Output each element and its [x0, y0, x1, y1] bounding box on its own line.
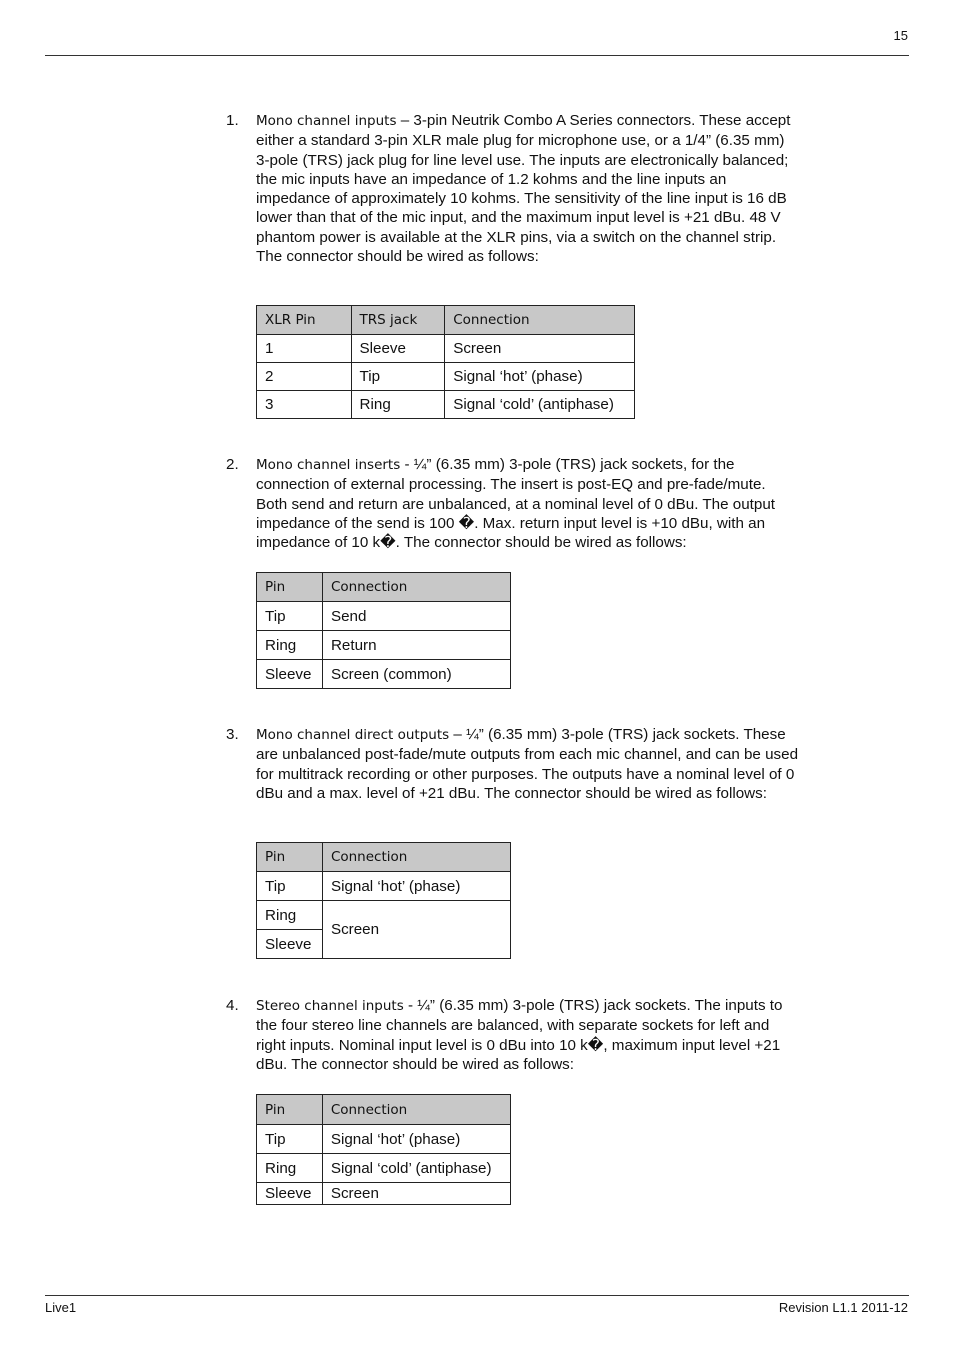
- table-cell: Screen: [445, 335, 635, 363]
- table-cell: Signal ‘hot’ (phase): [445, 363, 635, 391]
- table-cell: Ring: [351, 391, 445, 419]
- table-header-cell: Connection: [322, 573, 510, 602]
- table-cell: 3: [257, 391, 352, 419]
- section-lead: Mono channel inserts: [256, 457, 401, 473]
- table-header-row: [257, 1095, 511, 1125]
- table-row: [257, 660, 511, 689]
- table-cell: Sleeve: [257, 660, 323, 689]
- table-header-cell: Connection: [322, 1095, 510, 1125]
- section-number: 1.: [226, 112, 239, 129]
- table-cell: Screen (common): [322, 660, 510, 689]
- section-text: – 3-pin Neutrik Combo A Series connectors. These accept either a standard 3-pin XLR male plug for microphone use, or a 1/4” (6.35 mm) 3-pole (TRS) jack plug for line level use. The inputs are electronically balanced; the mic inputs have an impedance of 1.2 kohms and the line inputs an impedance of approximately 10 kohms. The sensitivity of the line input is 16 dB lower than that of the mic input, and the maximum input level is +21 dBu. 48 V phantom power is available at the XLR pins, via a switch on the channel strip. The connector should be wired as follows:: [256, 112, 791, 266]
- table-cell: 1: [257, 335, 352, 363]
- table-cell: Tip: [257, 602, 323, 631]
- table-cell: Ring: [257, 1154, 323, 1183]
- table-row: [257, 1154, 511, 1183]
- section-lead: Mono channel direct outputs: [256, 727, 450, 743]
- table-cell: Ring: [257, 901, 323, 930]
- table-header-cell: Pin: [257, 573, 323, 602]
- table-row: [257, 391, 635, 419]
- xlr-trs-wiring-table: [256, 305, 635, 419]
- stereo-input-wiring-table: [256, 1094, 511, 1205]
- table-cell: 2: [257, 363, 352, 391]
- section-paragraph: [256, 111, 801, 266]
- table-header-cell: XLR Pin: [257, 306, 352, 335]
- table-cell: Return: [322, 631, 510, 660]
- table-row: [257, 631, 511, 660]
- table-row: [257, 901, 511, 930]
- table-header-row: [257, 573, 511, 602]
- table-header-row: [257, 843, 511, 872]
- section-paragraph: [256, 725, 801, 803]
- table-row: [257, 335, 635, 363]
- section-stereo-channel-inputs: [226, 996, 801, 1074]
- table-cell: Tip: [257, 872, 323, 901]
- table-header-cell: Pin: [257, 1095, 323, 1125]
- section-lead: Stereo channel inputs: [256, 998, 404, 1014]
- section-mono-channel-direct-outputs: [226, 725, 801, 803]
- table-header-row: [257, 306, 635, 335]
- table-cell: Signal ‘cold’ (antiphase): [322, 1154, 510, 1183]
- table-cell: Tip: [351, 363, 445, 391]
- table-cell: Screen: [322, 1183, 510, 1205]
- table-cell: Send: [322, 602, 510, 631]
- table-cell: Signal ‘hot’ (phase): [322, 1125, 510, 1154]
- section-mono-channel-inputs: [226, 111, 801, 266]
- table-cell: Ring: [257, 631, 323, 660]
- footer-revision: Revision L1.1 2011-12: [778, 1300, 908, 1315]
- table-header-cell: Connection: [445, 306, 635, 335]
- footer-rule: [45, 1295, 909, 1296]
- section-mono-channel-inserts: [226, 455, 801, 552]
- table-cell: Sleeve: [257, 1183, 323, 1205]
- page-number: 15: [893, 28, 908, 43]
- section-text: - ¼” (6.35 mm) 3-pole (TRS) jack sockets. The inputs to the four stereo line channels are balanced, with separate sockets for left and right inputs. Nominal input level is 0 dBu into 10 k�, maximum input level +21 dBu. The connector should be wired as follows:: [256, 997, 783, 1073]
- table-row: [257, 363, 635, 391]
- table-row: [257, 1183, 511, 1205]
- direct-output-wiring-table: [256, 842, 511, 959]
- table-row: [257, 1125, 511, 1154]
- table-header-cell: TRS jack: [351, 306, 445, 335]
- footer-product-name: Live1: [45, 1300, 77, 1315]
- section-paragraph: [256, 996, 801, 1074]
- section-number: 4.: [226, 997, 239, 1014]
- section-text: – ¼” (6.35 mm) 3-pole (TRS) jack sockets. These are unbalanced post-fade/mute outputs from each mic channel, and can be used for multitrack recording or other purposes. The outputs have a nominal level of 0 dBu and a max. level of +21 dBu. The connector should be wired as follows:: [256, 726, 799, 802]
- table-row: [257, 872, 511, 901]
- table-cell: Signal ‘cold’ (antiphase): [445, 391, 635, 419]
- table-cell: Sleeve: [351, 335, 445, 363]
- table-cell: Sleeve: [257, 930, 323, 959]
- header-rule: [45, 55, 909, 56]
- section-lead: Mono channel inputs: [256, 113, 397, 129]
- section-number: 3.: [226, 726, 239, 743]
- insert-wiring-table: [256, 572, 511, 689]
- section-number: 2.: [226, 456, 239, 473]
- table-row: [257, 602, 511, 631]
- section-paragraph: [256, 455, 801, 552]
- table-cell: Tip: [257, 1125, 323, 1154]
- table-cell-merged: Screen: [322, 901, 510, 959]
- section-text: - ¼” (6.35 mm) 3-pole (TRS) jack sockets, for the connection of external processing. The insert is post-EQ and pre-fade/mute. Both send and return are unbalanced, at a nominal level of 0 dBu. The output impedance of the send is 100 �. Max. return input level is +10 dBu, with an impedance of 10 k�. The connector should be wired as follows:: [256, 456, 775, 552]
- table-header-cell: Pin: [257, 843, 323, 872]
- table-cell: Signal ‘hot’ (phase): [322, 872, 510, 901]
- table-header-cell: Connection: [322, 843, 510, 872]
